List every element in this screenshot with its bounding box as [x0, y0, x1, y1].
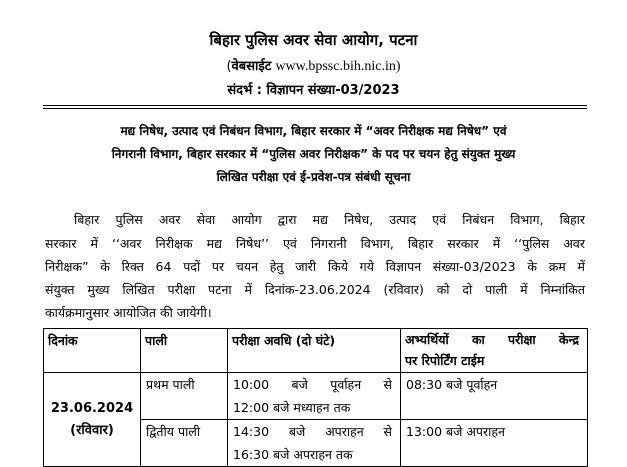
body-line-5: कार्यक्रमानुसार आयोजित की जायेगी।: [45, 305, 212, 320]
body-line-2: सरकार में ‘‘अवर निरीक्षक मद्य निषेध’’ एवं निगरानी विभाग, बिहार सरकार में ‘‘पुलिस अवर: [45, 236, 585, 251]
header-reporting-line2: पर रिपोर्टिंग टाईम: [405, 353, 485, 368]
body-line-1: बिहार पुलिस अवर सेवा आयोग द्वारा मद्य निषेध, उत्पाद एवं निबंधन विभाग, बिहार: [74, 212, 585, 227]
table-header-row: [44, 329, 588, 373]
website-open-paren: (: [226, 59, 232, 74]
table-row: [44, 373, 588, 420]
header-date: दिनांक: [44, 329, 141, 373]
exam-date: 23.06.2024: [50, 400, 134, 416]
header-reporting: [401, 329, 588, 373]
exam-schedule-table: [43, 328, 588, 467]
header-duration: परीक्षा अवधि (दो घंटे): [228, 329, 401, 373]
divider-bottom: [43, 108, 587, 109]
body-line-4: संयुक्त मुख्य लिखित परीक्षा पटना में दिनांक-23.06.2024 (रविवार) को दो पाली में निम्नांकित: [45, 282, 585, 297]
reporting-cell: 13:00 बजे अपराहन: [401, 420, 588, 467]
organization-title: बिहार पुलिस अवर सेवा आयोग, पटना: [209, 31, 418, 49]
date-cell: [44, 373, 141, 467]
website-url: www.bpssc.bih.nic.in): [275, 59, 401, 74]
divider-top: [43, 105, 587, 106]
shift-cell: द्वितीय पाली: [141, 420, 228, 467]
exam-day: (रविवार): [70, 422, 114, 438]
reference-line: संदर्भ : विज्ञापन संख्या-03/2023: [227, 83, 400, 98]
duration-cell: 14:30 बजे अपराहन से 16:30 बजे अपराहन तक: [228, 420, 401, 467]
duration-cell: 10:00 बजे पूर्वाहन से 12:00 बजे मध्याहन तक: [228, 373, 401, 420]
subject-line-3: लिखित परीक्षा एवं ई-प्रवेश-पत्र संबंधी सूचना: [216, 170, 411, 184]
header-shift: पाली: [141, 329, 228, 373]
reporting-cell: 08:30 बजे पूर्वाहन: [401, 373, 588, 420]
shift-cell: प्रथम पाली: [141, 373, 228, 420]
subject-line-2: निगरानी विभाग, बिहार सरकार में “पुलिस अवर निरीक्षक” के पद पर चयन हेतु संयुक्त मुख्य: [111, 147, 516, 161]
header-reporting-line1: अभ्यर्थियों का परीक्षा केन्द्र: [405, 332, 579, 347]
website-line: [0, 56, 627, 75]
website-label: वेबसाईट: [231, 59, 272, 74]
body-line-3: निरीक्षक” के रिक्त 64 पदों पर चयन हेतु जारी किये गये विज्ञापन संख्या-03/2023 के क्रम में: [45, 259, 585, 274]
subject-line-1: मद्य निषेध, उत्पाद एवं निबंधन विभाग, बिहार सरकार में “अवर निरीक्षक मद्य निषेध” एवं: [120, 124, 507, 138]
